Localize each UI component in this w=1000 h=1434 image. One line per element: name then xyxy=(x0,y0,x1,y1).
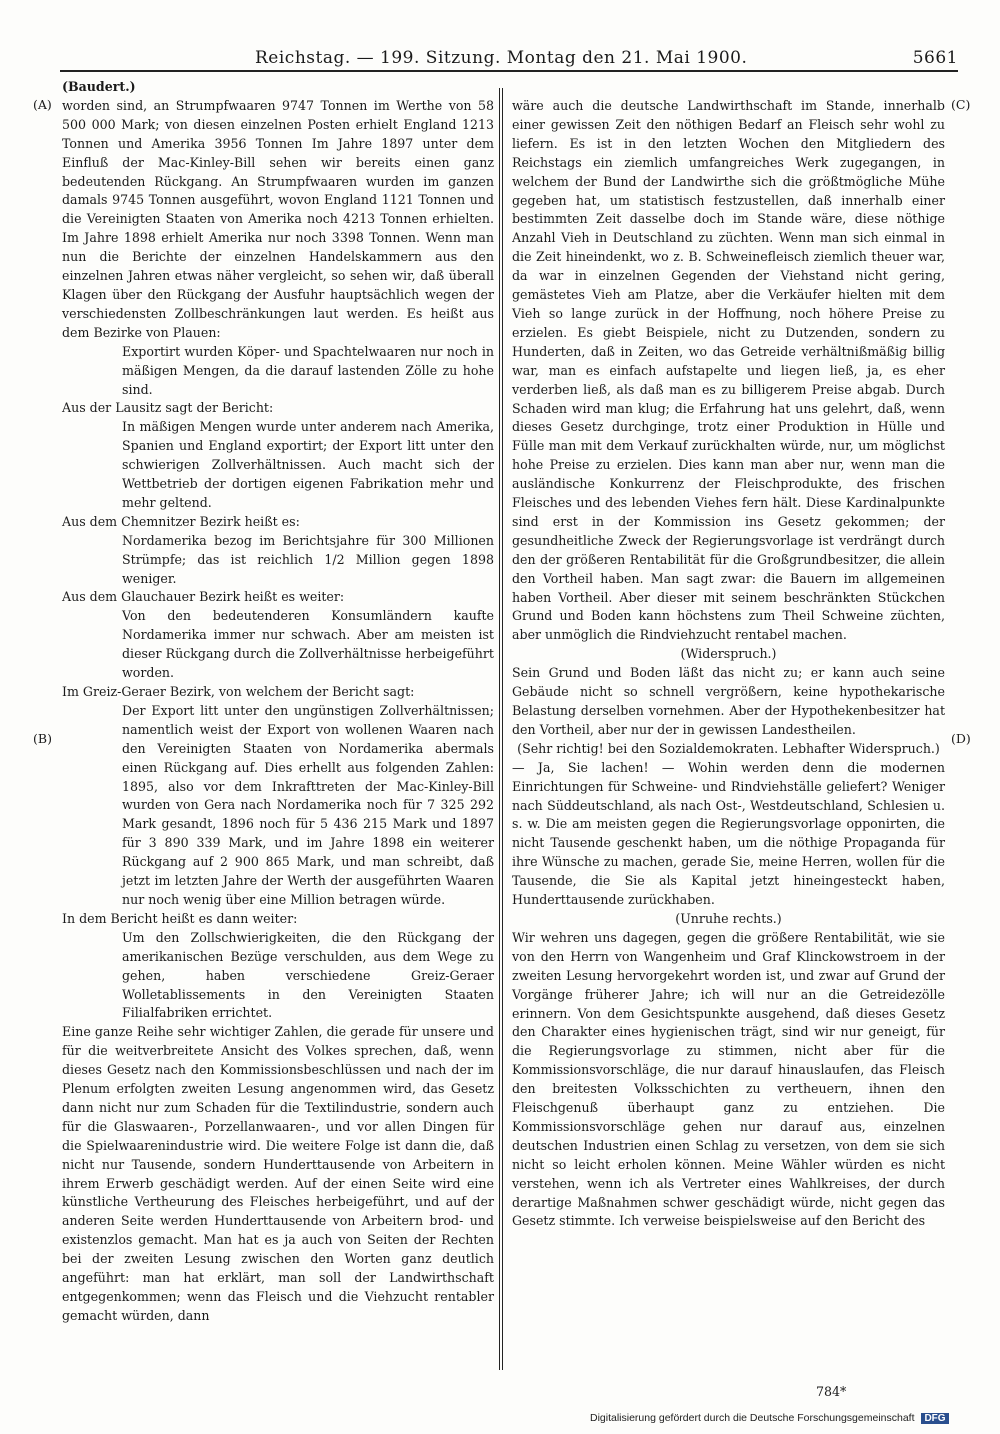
left-paragraph: Im Greiz-Geraer Bezirk, von welchem der Bericht sagt: xyxy=(62,684,415,699)
margin-mark-a: (A) xyxy=(33,97,52,112)
right-paragraph: (Sehr richtig! bei den Sozialdemokraten. Lebhafter Widerspruch.) xyxy=(517,740,940,756)
page-title: Reichstag. — 199. Sitzung. Montag den 21. Mai 1900. xyxy=(255,48,748,68)
footer xyxy=(590,1412,949,1424)
left-paragraph: Eine ganze Reihe sehr wichtiger Zahlen, die gerade für unsere und für die weitverbreitete Ansicht des Volkes sprechen, daß, wenn dieses Gesetz nach den Kommissionsbeschlüssen und nach der im Plenum erfolgten zweiten Lesung angenommen wird, das Gesetz dann nicht nur zum Schaden für die Textilindustrie, sondern auch für die Glaswaaren-, Porzellanwaaren-, und vor allen Dingen für die Spielwaarenindustrie wird. Die weitere Folge ist dann die, daß nicht nur Tausende, sondern Hunderttausende von Arbeitern in ihrem Erwerb geschädigt werden. Auf der einen Seite wird eine künstliche Vertheurung des Fleisches herbeigeführt, und auf der anderen Seite werden Hunderttausende von Arbeitern brod- und existenzlos gemacht. Man hat es ja auch von Seiten der Rechten bei der zweiten Lesung zwischen den Worten ganz deutlich angeführt: man hat erklärt, man soll der Landwirthschaft entgegenkommen; wenn das Fleisch und die Viehzucht rentabler gemacht würden, dann xyxy=(62,1024,494,1323)
column-divider-2 xyxy=(502,88,503,1370)
left-paragraph: Aus der Lausitz sagt der Bericht: xyxy=(62,400,274,416)
right-column xyxy=(512,97,945,1231)
header-rule xyxy=(60,70,958,72)
left-paragraph: worden sind, an Strumpfwaaren 9747 Tonnen im Werthe von 58 500 000 Mark; von diesen einzelnen Posten erhielt England 1213 Tonnen und Amerika 3956 Tonnen Im Jahre 1897 unter dem Einfluß der Mac-Kinley-Bill sehen wir bereits einen ganz bedeutenden Rückgang. An Strumpfwaaren wurden im ganzen damals 9745 Tonnen ausgeführt, wovon England 1121 Tonnen und die Vereinigten Staaten von Amerika noch 4213 Tonnen erhielten. Im Jahre 1898 erhielt Amerika nur noch 3398 Tonnen. Wenn man nun die Berichte der einzelnen Handelskammern aus den einzelnen Jahren etwas näher vergleicht, so sehen wir, daß überall Klagen über den Rückgang der Ausfuhr hauptsächlich wegen der verschiedensten Zollbeschränkungen laut werden. Es heißt aus dem Bezirke von Plauen: xyxy=(62,97,494,340)
column-divider xyxy=(499,88,500,1370)
dfg-logo: DFG xyxy=(921,1413,948,1424)
left-paragraph: In mäßigen Mengen wurde unter anderem nach Amerika, Spanien und England exportirt; der Export litt unter den schwierigen Zollverhältnissen. Auch macht sich der Wettbetrieb der dortigen eigenen Fabrikation mehr und mehr geltend. xyxy=(122,419,494,510)
margin-mark-c: (C) xyxy=(951,97,971,112)
left-paragraph: (Baudert.) xyxy=(62,79,136,94)
left-paragraph: Der Export litt unter den ungünstigen Zollverhältnissen; namentlich weist der Export von wollenen Waaren nach den Vereinigten Staaten von Nordamerika abermals einen Rückgang auf. Dies erhellt aus folgenden Zahlen: 1895, also vor dem Inkrafttreten der Mac-Kinley-Bill wurden von Gera nach Nordamerika noch für 7 325 292 Mark gesandt, 1896 noch für 5 436 215 Mark und 1897 für 3 890 339 Mark, und im Jahre 1898 ein weiterer Rückgang auf 2 900 865 Mark, und man schreibt, daß jetzt im letzten Jahre der Werth der ausgeführten Waaren nur noch wenig über eine Million betragen würde. xyxy=(122,702,494,907)
left-paragraph: Um den Zollschwierigkeiten, die den Rückgang der amerikanischen Bezüge verschulden, aus dem Wege zu gehen, haben verschiedene Greiz-Geraer Wolletablissements in den Vereinigten Staaten Filialfabriken errichtet. xyxy=(122,929,494,1021)
footer-text: Digitalisierung gefördert durch die Deutsche Forschungsgemeinschaft xyxy=(590,1412,915,1424)
signature-mark: 784* xyxy=(816,1384,847,1399)
left-paragraph: Von den bedeutenderen Konsumländern kaufte Nordamerika immer nur schwach. Aber am meisten ist dieser Rückgang durch die Zollverhältnisse herbeigeführt worden. xyxy=(122,608,494,681)
right-paragraph: Sein Grund und Boden läßt das nicht zu; er kann auch seine Gebäude nicht so schnell vergrößern, keine hypothekarische Belastung derselben vornehmen. Aber der Hypothekenbesitzer hat den Vortheil, aber nur der in gewissen Landestheilen. xyxy=(512,665,945,737)
margin-mark-d: (D) xyxy=(951,731,971,746)
margin-mark-b: (B) xyxy=(33,731,52,746)
left-paragraph: In dem Bericht heißt es dann weiter: xyxy=(62,910,298,926)
right-paragraph: (Unruhe rechts.) xyxy=(675,910,782,926)
left-paragraph: Nordamerika bezog im Berichtsjahre für 300 Millionen Strümpfe; das ist reichlich 1/2 Million gegen 1898 weniger. xyxy=(122,532,494,586)
left-column xyxy=(62,78,494,1326)
page-number: 5661 xyxy=(912,48,958,68)
right-paragraph: Wir wehren uns dagegen, gegen die größere Rentabilität, wie sie von den Herrn von Wangenheim und Graf Klinckowstroem in der zweiten Lesung hervorgekehrt worden ist, und zwar auf Grund der Vorgänge früherer Jahre; ich will nur an die Getreidezölle erinnern. Von dem Gesichtspunkte ausgehend, daß dieses Gesetz den Charakter eines hygienischen trägt, sind wir nur geneigt, für die Regierungsvorlage zu stimmen, nicht aber für die Kommissionsvorschläge, die nur darauf hinauslaufen, das Fleisch den breitesten Volksschichten zu vertheuern, ihnen den Fleischgenuß überhaupt ganz zu entziehen. Die Kommissionsvorschläge gehen nur darauf aus, einzelnen deutschen Industrien einen Schlag zu versetzen, von dem sie sich nicht so leicht erholen können. Meine Wähler würden es nicht verstehen, wenn ich als Vertreter eines Wahlkreises, der durch derartige Maßnahmen schwer geschädigt würde, nicht gegen das Gesetz stimmte. Ich verweise beispielsweise auf den Bericht des xyxy=(512,929,945,1229)
left-paragraph: Aus dem Chemnitzer Bezirk heißt es: xyxy=(62,513,300,529)
left-paragraph: Exportirt wurden Köper- und Spachtelwaaren nur noch in mäßigen Mengen, da die darauf lastenden Zölle zu hohe sind. xyxy=(122,343,494,397)
right-paragraph: (Widerspruch.) xyxy=(680,646,777,662)
left-paragraph: Aus dem Glauchauer Bezirk heißt es weiter: xyxy=(62,589,345,605)
right-paragraph: — Ja, Sie lachen! — Wohin werden denn die modernen Einrichtungen für Schweine- und Rindviehställe geliefert? Weniger nach Süddeutschland, als nach Ost-, Westdeutschland, Schlesien u. s. w. Die am meisten gegen die Regierungsvorlage opponirten, die nicht Tausende geschenkt haben, um die nöthige Propaganda für ihre Wünsche zu machen, gerade Sie, meine Herren, wollen für die Tausende, die Sie als Kapital jetzt hineingesteckt haben, Hunderttausende zurückhaben. xyxy=(512,759,945,908)
right-paragraph: wäre auch die deutsche Landwirthschaft im Stande, innerhalb einer gewissen Zeit den nöthigen Bedarf an Fleisch sehr wohl zu liefern. Es ist in den letzten Wochen den Mitgliedern des Reichstags ein ziemlich umfangreiches Werk zugegangen, in welchem der Bund der Landwirthe sich die größtmögliche Mühe gegeben hat, um statistisch festzustellen, daß innerhalb einer bestimmten Zeit dasselbe doch im Stande wäre, diese nöthige Anzahl Vieh in Deutschland zu züchten. Wenn man sich einmal in die Zeit hineindenkt, wo z. B. Schweinefleisch ziemlich theuer war, da war in einzelnen Gegenden der Viehstand nicht gering, gemästetes Vieh am Platze, aber die Verkäufer hielten mit dem Vieh so lange zurück in der Hoffnung, noch höhere Preise zu erzielen. Es giebt Beispiele, nicht zu Dutzenden, sondern zu Hunderten, daß in Zeiten, wo das Getreide verhältnißmäßig billig war, man es einfach aufstapelte und liegen ließ, ja, es eher verderben ließ, als daß man es zu billigerem Preise abgab. Durch Schaden wird man klug; die Erfahrung hat uns gelehrt, daß, wenn dieses Gesetz durchginge, trotz einer Produktion in Hülle und Fülle man mit dem Verkauf zurückhalten würde, nur, um möglichst hohe Preise zu erzielen. Dies kann man aber nur, wenn man die ausländische Konkurrenz der Fleischprodukte, des frischen Fleisches und des lebenden Viehes fern hält. Diese Kardinalpunkte sind erst in der Kommission ins Gesetz gekommen; der gesundheitliche Zweck der Regierungsvorlage ist verdrängt durch den der größeren Rentabilität für die Großgrundbesitzer, die allein den Vortheil haben. Man sagt zwar: die Bauern im allgemeinen haben Vortheil. Aber dieser mit seinem beschränkten Stückchen Grund und Boden kann höchstens zum Theil Schweine züchten, aber unmöglich die Rindviehzucht rentabel machen. xyxy=(512,98,945,643)
